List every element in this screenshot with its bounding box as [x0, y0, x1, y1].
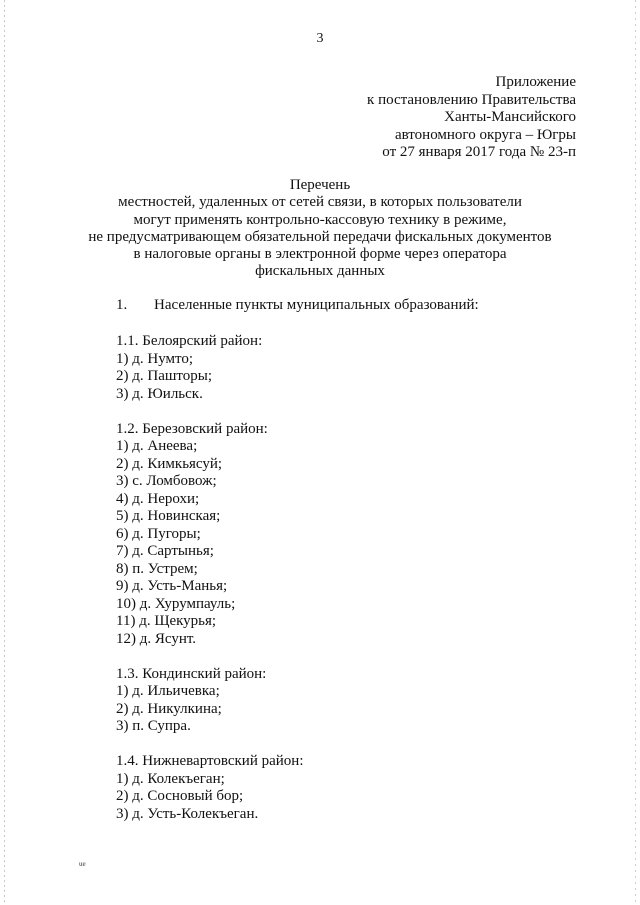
list-item: 10) д. Хурумпауль; [116, 595, 236, 612]
section-text: Населенные пункты муниципальных образований: [154, 297, 479, 313]
list-item: 11) д. Щекурья; [116, 613, 217, 629]
title-line: в налоговые органы в электронной форме через оператора [133, 246, 507, 263]
district-group [116, 421, 304, 649]
title-line: могут применять контрольно-кассовую технику в режиме, [133, 211, 507, 228]
page-number: 3 [316, 31, 324, 46]
list-item: 2) д. Кимкьясуй; [116, 455, 223, 472]
list-item: 1) д. Нумто; [116, 350, 194, 367]
list-item: 2) д. Сосновый бор; [116, 788, 244, 804]
list-item: 3) д. Усть-Колекъеган. [116, 805, 259, 822]
district-heading: 1.2. Березовский район: [116, 420, 268, 437]
list-item: 3) д. Юильск. [116, 385, 203, 402]
title-line: Перечень [289, 177, 351, 193]
document-title [0, 177, 640, 281]
section-heading [116, 297, 479, 314]
title-line: фискальных данных [255, 263, 385, 280]
scan-edge-left [4, 0, 5, 905]
list-item: 9) д. Усть-Манья; [116, 578, 228, 594]
list-item: 1) д. Анеева; [116, 438, 198, 454]
list-item: 7) д. Сартынья; [116, 543, 214, 559]
list-item: 6) д. Пугоры; [116, 525, 201, 542]
footer-mark: ue [79, 860, 86, 868]
appendix-block [367, 74, 576, 162]
title-line: не предусматривающем обязательной передачи фискальных документов [88, 228, 552, 245]
list-item: 3) п. Супра. [116, 718, 191, 734]
section-number: 1. [116, 297, 128, 313]
title-line: местностей, удаленных от сетей связи, в которых пользователи [118, 194, 522, 211]
district-group [116, 753, 304, 823]
appendix-line: Ханты-Мансийского [444, 109, 576, 125]
list-item: 3) с. Ломбовож; [116, 473, 217, 489]
list-item: 4) д. Нерохи; [116, 490, 200, 507]
appendix-line: Приложение [495, 74, 576, 90]
list-item: 12) д. Ясунт. [116, 630, 197, 647]
list-item: 5) д. Новинская; [116, 508, 221, 524]
settlement-list [116, 333, 304, 841]
district-heading: 1.3. Кондинский район: [116, 665, 267, 682]
list-item: 2) д. Никулкина; [116, 700, 222, 717]
district-group [116, 666, 304, 736]
appendix-line: от 27 января 2017 года № 23-п [382, 144, 576, 160]
district-heading: 1.1. Белоярский район: [116, 333, 263, 349]
appendix-line: к постановлению Правительства [367, 91, 576, 108]
list-item: 1) д. Колекъеган; [116, 770, 225, 787]
list-item: 1) д. Ильичевка; [116, 683, 220, 699]
list-item: 8) п. Устрем; [116, 560, 198, 577]
list-item: 2) д. Пашторы; [116, 368, 213, 384]
scan-edge-right [635, 0, 636, 905]
district-heading: 1.4. Нижневартовский район: [116, 753, 304, 769]
district-group [116, 333, 304, 403]
appendix-line: автономного округа – Югры [394, 126, 576, 143]
